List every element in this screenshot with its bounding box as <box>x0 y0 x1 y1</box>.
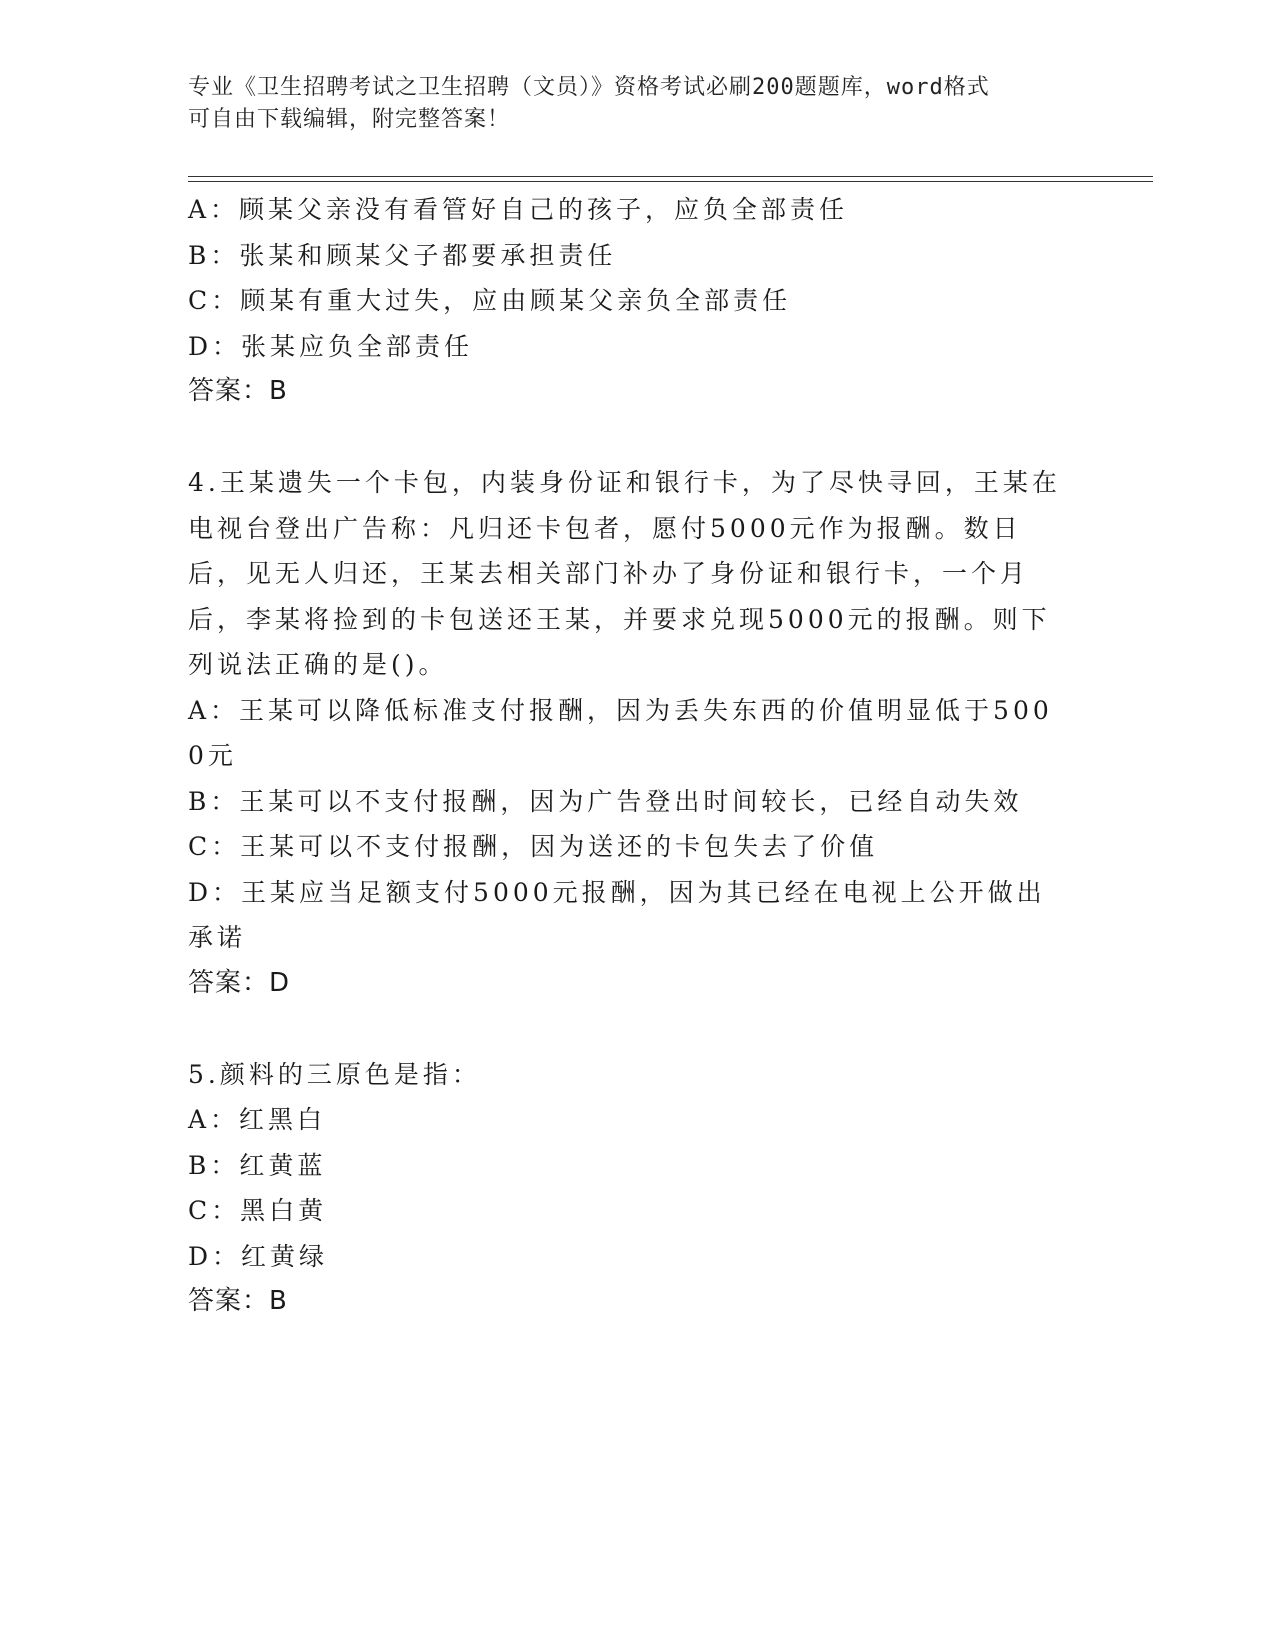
document-header <box>188 72 1068 136</box>
option-b: B：张某和顾某父子都要承担责任 <box>188 240 617 270</box>
header-rule-top <box>188 176 1153 177</box>
option-d: D：王某应当足额支付5000元报酬，因为其已经在电视上公开做出承诺 <box>188 877 1046 952</box>
question-3-block <box>188 187 1068 415</box>
header-rule-bottom <box>188 181 1153 182</box>
option-b: B：红黄蓝 <box>188 1150 327 1180</box>
question-content <box>188 187 1068 1325</box>
question-4-block <box>188 460 1068 1006</box>
question-stem: 4.王某遗失一个卡包，内装身份证和银行卡，为了尽快寻回，王某在电视台登出广告称：凡归还卡包者，愿付5000元作为报酬。数日后，见无人归还，王某去相关部门补办了身份证和银行卡，一个月后，李某将捡到的卡包送还王某，并要求兑现5000元的报酬。则下列说法正确的是()。 <box>188 468 1061 679</box>
option-b: B：王某可以不支付报酬，因为广告登出时间较长，已经自动失效 <box>188 786 1023 816</box>
header-line-1: 专业《卫生招聘考试之卫生招聘（文员）》资格考试必刷200题题库，word格式 <box>188 75 990 100</box>
answer-line: 答案：B <box>188 376 288 406</box>
option-d: D：红黄绿 <box>188 1241 329 1271</box>
question-5-block <box>188 1052 1068 1325</box>
option-a: A：顾某父亲没有看管好自己的孩子，应负全部责任 <box>188 195 849 224</box>
option-c: C：王某可以不支付报酬，因为送还的卡包失去了价值 <box>188 832 879 861</box>
option-a: A：王某可以降低标准支付报酬，因为丢失东西的价值明显低于5000元 <box>188 695 1053 770</box>
answer-line: 答案：D <box>188 967 291 998</box>
option-d: D：张某应负全部责任 <box>188 331 474 361</box>
option-c: C：顾某有重大过失，应由顾某父亲负全部责任 <box>188 286 792 315</box>
option-a: A：红黑白 <box>188 1105 327 1134</box>
option-c: C：黑白黄 <box>188 1196 328 1225</box>
spacer <box>188 1006 1068 1052</box>
spacer <box>188 415 1068 461</box>
header-line-2: 可自由下载编辑，附完整答案！ <box>188 107 511 132</box>
answer-line: 答案：B <box>188 1286 288 1316</box>
question-stem: 5.颜料的三原色是指： <box>188 1059 481 1089</box>
